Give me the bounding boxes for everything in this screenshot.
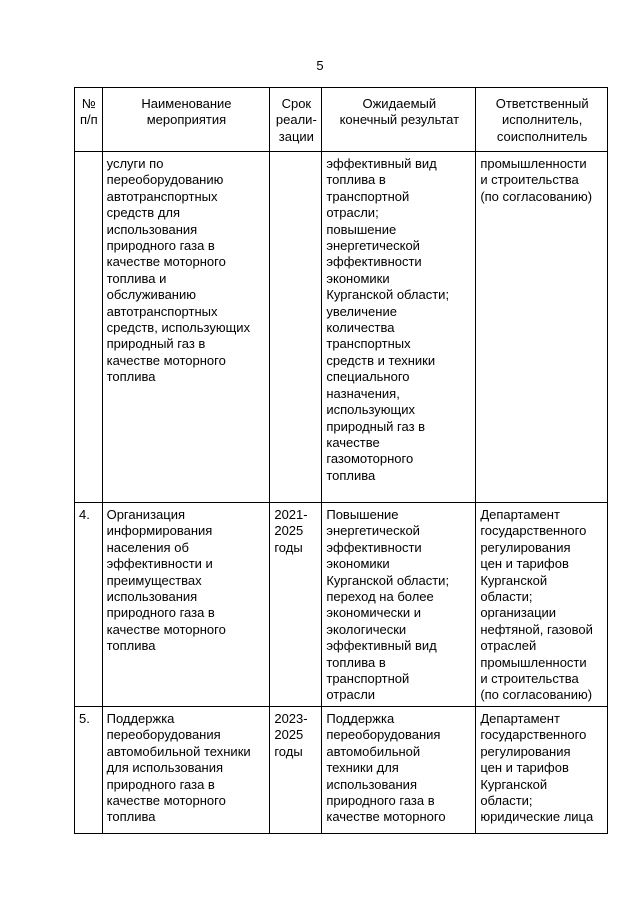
cell-expected-result: Поддержка переоборудования автомобильной техники для использования природного газа в качестве моторного — [322, 706, 476, 833]
cell-term — [270, 152, 322, 503]
table-header-row — [75, 88, 608, 152]
cell-term: 2023- 2025 годы — [270, 706, 322, 833]
table-row — [75, 503, 608, 707]
cell-number: 4. — [75, 503, 103, 707]
cell-measure-name: Поддержка переоборудования автомобильной техники для использования природного газа в качестве моторного топлива — [102, 706, 270, 833]
cell-term: 2021- 2025 годы — [270, 503, 322, 707]
cell-expected-result: эффективный вид топлива в транспортной отрасли; повышение энергетической эффективности экономики Курганской области; увеличение количества транспортных средств и техники специального назначения, использующих природный газ в качестве газомоторного топлива — [322, 152, 476, 503]
header-expected-result: Ожидаемый конечный результат — [322, 88, 476, 152]
header-number: № п/п — [75, 88, 103, 152]
page-number: 5 — [316, 58, 324, 73]
cell-expected-result: Повышение энергетической эффективности экономики Курганской области; переход на более экономически и экологически эффективный вид топлива в транспортной отрасли — [322, 503, 476, 707]
cell-number — [75, 152, 103, 503]
measures-table — [74, 87, 608, 834]
table-row — [75, 152, 608, 503]
cell-measure-name: услуги по переоборудованию автотранспортных средств для использования природного газа в качестве моторного топлива и обслуживанию автотранспортных средств, использующих природный газ в качестве моторного топлива — [102, 152, 270, 503]
cell-responsible: Департамент государственного регулирования цен и тарифов Курганской области; организации нефтяной, газовой отраслей промышленности и строительства (по согласованию) — [476, 503, 608, 707]
table-row — [75, 706, 608, 833]
cell-measure-name: Организация информирования населения об эффективности и преимуществах использования природного газа в качестве моторного топлива — [102, 503, 270, 707]
header-measure-name: Наименование мероприятия — [102, 88, 270, 152]
header-term: Срок реали- зации — [270, 88, 322, 152]
cell-responsible: Департамент государственного регулирования цен и тарифов Курганской области; юридические лица — [476, 706, 608, 833]
header-responsible: Ответственный исполнитель, соисполнитель — [476, 88, 608, 152]
cell-responsible: промышленности и строительства (по согласованию) — [476, 152, 608, 503]
cell-number: 5. — [75, 706, 103, 833]
